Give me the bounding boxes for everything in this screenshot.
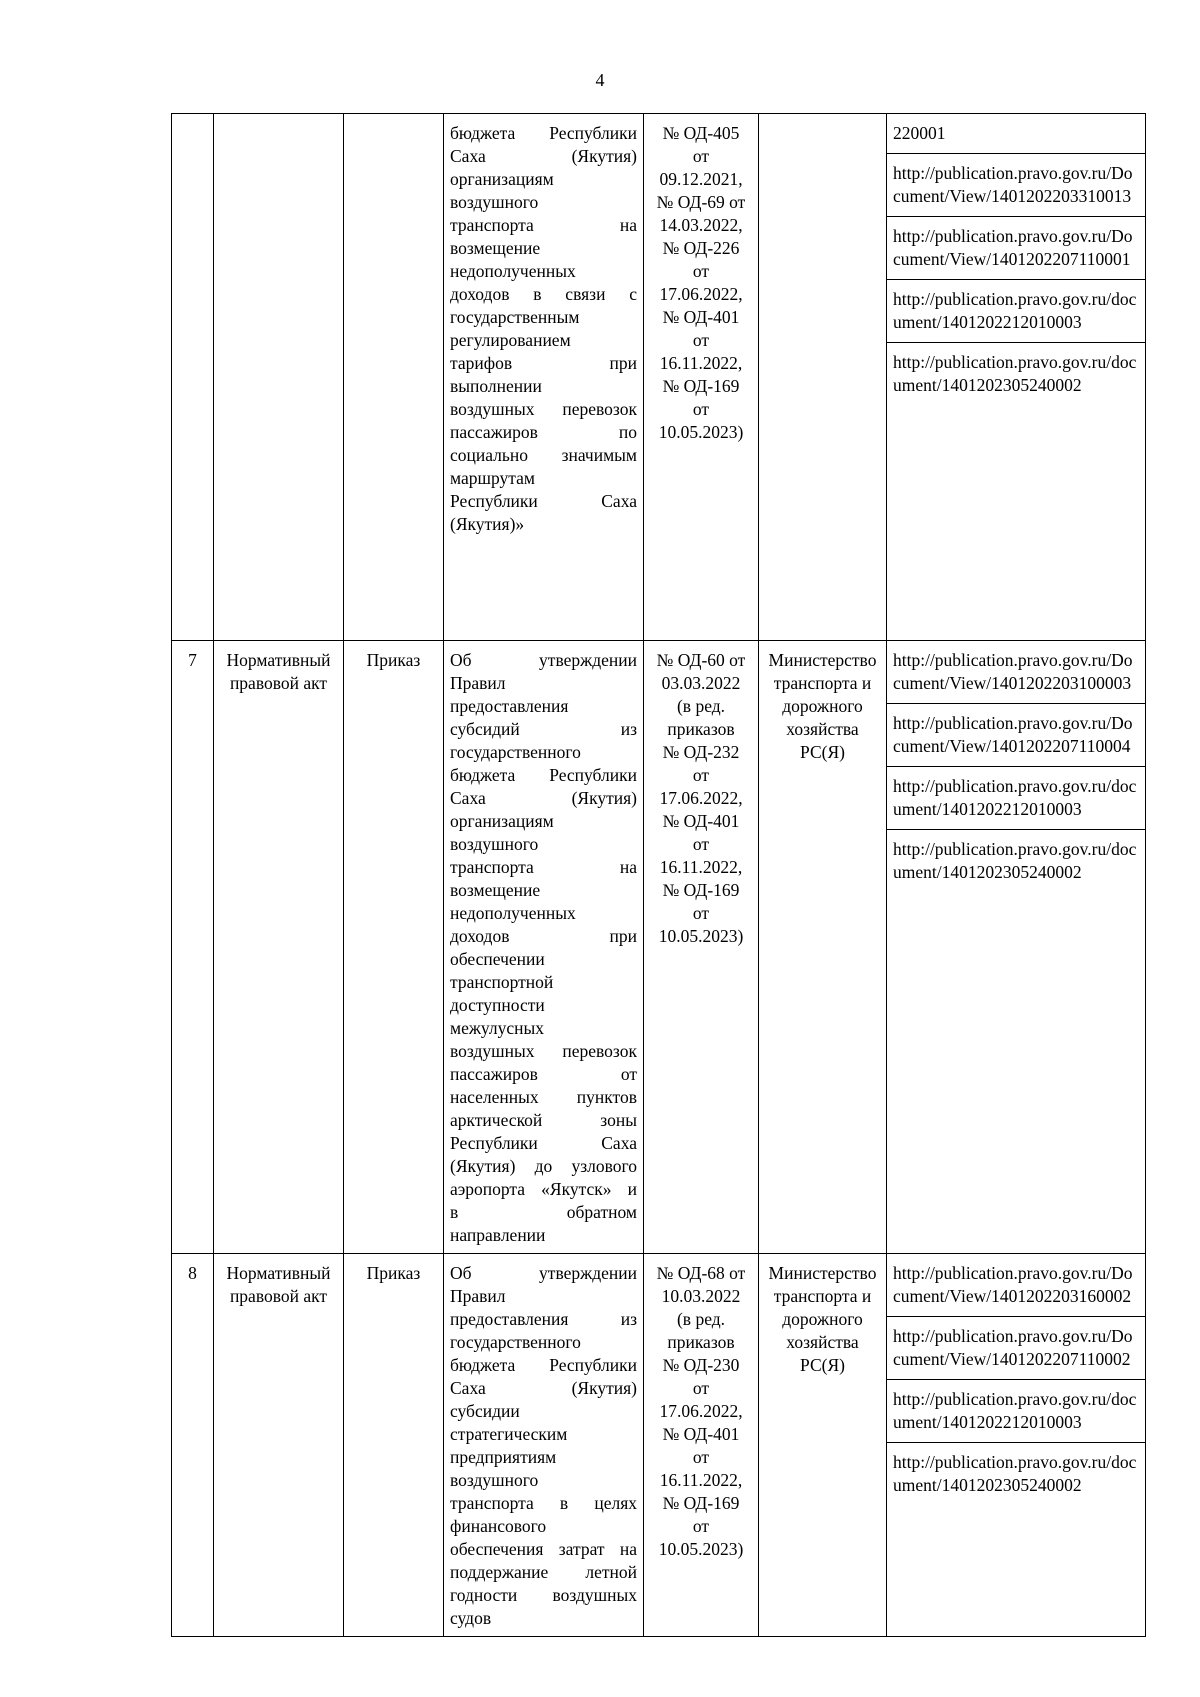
authority-line: РС(Я)	[800, 742, 845, 762]
act-title-line: тарифов при	[450, 353, 637, 373]
act-title-line: стратегическим	[450, 1424, 568, 1444]
act-reference-line: от	[692, 330, 710, 350]
act-title-line: доступности	[450, 995, 545, 1015]
act-reference-cell	[644, 114, 759, 641]
act-title-line: обеспечении	[450, 949, 545, 969]
act-reference-cell	[644, 1254, 759, 1637]
act-kind-cell	[344, 114, 444, 641]
act-title-line: Саха (Якутия)	[450, 146, 637, 166]
publication-link[interactable]: http://publication.pravo.gov.ru/document/1401202305240002	[887, 342, 1145, 405]
page-number: 4	[595, 70, 605, 90]
publication-link[interactable]: http://publication.pravo.gov.ru/document/1401202212010003	[887, 279, 1145, 342]
publication-link[interactable]: http://publication.pravo.gov.ru/Document/View/1401202207110001	[887, 216, 1145, 279]
act-title-line: социально значимым	[450, 445, 637, 465]
act-title-line: Правил	[450, 673, 506, 693]
act-title-line: пассажиров от	[450, 1064, 637, 1084]
act-reference-line: 16.11.2022,	[659, 857, 743, 877]
authority-cell	[759, 641, 887, 1254]
act-kind: Приказ	[366, 1263, 421, 1283]
publication-link[interactable]: http://publication.pravo.gov.ru/document/1401202212010003	[887, 766, 1145, 829]
row-number: 7	[188, 650, 197, 670]
act-reference-line: приказов	[667, 1332, 735, 1352]
publication-link[interactable]: http://publication.pravo.gov.ru/Document/View/1401202203310013	[887, 153, 1145, 216]
act-reference-line: 10.03.2022	[661, 1286, 741, 1306]
act-type: Нормативный правовой акт	[226, 1263, 331, 1306]
act-title-line: государственным	[450, 307, 580, 327]
publication-links-cell	[887, 641, 1146, 1254]
act-title-line: транспорта на	[450, 215, 637, 235]
act-reference-line: № ОД-405	[662, 123, 740, 143]
act-reference-line: 03.03.2022	[661, 673, 741, 693]
authority-line: транспорта и	[773, 1286, 872, 1306]
act-reference-line: (в ред.	[676, 696, 726, 716]
publication-link[interactable]: http://publication.pravo.gov.ru/document/1401202212010003	[887, 1379, 1145, 1442]
act-type-cell	[214, 114, 344, 641]
act-title-cell	[444, 1254, 644, 1637]
act-title-line: транспортной	[450, 972, 554, 992]
act-title-line: доходов при	[450, 926, 637, 946]
authority-cell	[759, 114, 887, 641]
authority-cell	[759, 1254, 887, 1637]
act-reference-line: 10.05.2023)	[658, 422, 744, 442]
act-title-line: обеспечения затрат на	[450, 1539, 637, 1559]
publication-links-cell	[887, 114, 1146, 641]
row-number-cell	[172, 114, 214, 641]
act-title-line: субсидии	[450, 1401, 520, 1421]
act-title-line: Об утверждении	[450, 1263, 637, 1283]
act-reference-line: приказов	[667, 719, 735, 739]
authority-line: хозяйства	[786, 1332, 859, 1352]
act-title-line: доходов в связи с	[450, 284, 637, 304]
row-number-cell	[172, 641, 214, 1254]
act-reference-cell	[644, 641, 759, 1254]
act-title-line: маршрутам	[450, 468, 535, 488]
act-reference-line: № ОД-60 от	[656, 650, 746, 670]
publication-link[interactable]: http://publication.pravo.gov.ru/Document/View/1401202207110004	[887, 703, 1145, 766]
act-kind-cell	[344, 1254, 444, 1637]
act-title-line: воздушных перевозок	[450, 1041, 637, 1061]
authority-line: Министерство	[768, 650, 877, 670]
act-reference-line: от	[692, 765, 710, 785]
row-number-cell	[172, 1254, 214, 1637]
act-reference-line: 10.05.2023)	[658, 1539, 744, 1559]
act-title-line: бюджета Республики	[450, 1355, 637, 1375]
act-reference-line: № ОД-230	[662, 1355, 740, 1375]
act-title-line: транспорта в целях	[450, 1493, 637, 1513]
publication-link[interactable]: http://publication.pravo.gov.ru/Document/View/1401202207110002	[887, 1316, 1145, 1379]
act-title-line: Республики Саха	[450, 1133, 637, 1153]
act-title-line: арктической зоны	[450, 1110, 637, 1130]
act-reference-line: от	[692, 399, 710, 419]
act-reference-line: 10.05.2023)	[658, 926, 744, 946]
acts-table	[171, 113, 1146, 1637]
act-reference-line: № ОД-401	[662, 1424, 740, 1444]
act-reference-line: 14.03.2022,	[659, 215, 743, 235]
publication-link[interactable]: 220001	[893, 123, 946, 143]
act-title-line: воздушного	[450, 1470, 539, 1490]
act-title-line: Об утверждении	[450, 650, 637, 670]
act-reference-line: от	[692, 261, 710, 281]
act-title-line: выполнении	[450, 376, 542, 396]
act-reference-line: № ОД-169	[662, 880, 740, 900]
publication-link[interactable]: http://publication.pravo.gov.ru/Document/View/1401202203100003	[893, 650, 1133, 693]
act-reference-line: № ОД-69 от	[656, 192, 746, 212]
table-row	[172, 641, 1146, 1254]
act-reference-line: от	[692, 1378, 710, 1398]
act-title-line: предприятиям	[450, 1447, 557, 1467]
act-title-line: бюджета Республики	[450, 765, 637, 785]
act-title-line: государственного	[450, 742, 581, 762]
act-title-line: финансового	[450, 1516, 547, 1536]
act-reference-line: 16.11.2022,	[659, 1470, 743, 1490]
act-reference-line: № ОД-401	[662, 811, 740, 831]
act-title-line: Правил	[450, 1286, 506, 1306]
act-title-line: предоставления из	[450, 1309, 637, 1329]
publication-link[interactable]: http://publication.pravo.gov.ru/document/1401202305240002	[887, 829, 1145, 892]
act-title-line: Саха (Якутия)	[450, 1378, 637, 1398]
act-reference-line: № ОД-232	[662, 742, 740, 762]
act-title-line: Республики Саха	[450, 491, 637, 511]
row-number: 8	[188, 1263, 197, 1283]
authority-line: дорожного	[782, 1309, 863, 1329]
act-title-line: пассажиров по	[450, 422, 637, 442]
authority-line: РС(Я)	[800, 1355, 845, 1375]
act-reference-line: 16.11.2022,	[659, 353, 743, 373]
publication-link[interactable]: http://publication.pravo.gov.ru/document/1401202305240002	[887, 1442, 1145, 1505]
act-title-line: организациям	[450, 811, 554, 831]
table-row	[172, 1254, 1146, 1637]
act-reference-line: 17.06.2022,	[659, 788, 743, 808]
publication-links-cell	[887, 1254, 1146, 1637]
act-title-line: годности воздушных	[450, 1585, 637, 1605]
act-title-line: недополученных	[450, 903, 576, 923]
act-title-line: регулированием	[450, 330, 571, 350]
act-title-line: (Якутия)»	[450, 514, 525, 534]
act-title-line: воздушных перевозок	[450, 399, 637, 419]
act-title-line: воздушного	[450, 834, 539, 854]
act-title-line: государственного	[450, 1332, 581, 1352]
act-title-line: воздушного	[450, 192, 539, 212]
act-title-line: направлении	[450, 1225, 546, 1245]
act-title-line: организациям	[450, 169, 554, 189]
table-body	[172, 114, 1146, 1637]
act-reference-line: (в ред.	[676, 1309, 726, 1329]
act-title-cell	[444, 641, 644, 1254]
authority-line: дорожного	[782, 696, 863, 716]
act-reference-line: № ОД-226	[662, 238, 740, 258]
authority-line: Министерство	[768, 1263, 877, 1283]
act-reference-line: от	[692, 146, 710, 166]
act-title-line: субсидий из	[450, 719, 637, 739]
act-reference-line: от	[692, 834, 710, 854]
act-title-cell	[444, 114, 644, 641]
publication-link[interactable]: http://publication.pravo.gov.ru/Document/View/1401202203160002	[893, 1263, 1133, 1306]
act-title-line: межулусных	[450, 1018, 545, 1038]
act-reference-line: № ОД-169	[662, 376, 740, 396]
act-type-cell	[214, 1254, 344, 1637]
act-reference-line: 17.06.2022,	[659, 1401, 743, 1421]
act-title-line: (Якутия) до узлового	[450, 1156, 637, 1176]
table-row	[172, 114, 1146, 641]
act-reference-line: 09.12.2021,	[659, 169, 743, 189]
act-title-line: недополученных	[450, 261, 576, 281]
act-type-cell	[214, 641, 344, 1254]
act-reference-line: 17.06.2022,	[659, 284, 743, 304]
act-title-line: транспорта на	[450, 857, 637, 877]
act-title-line: аэропорта «Якутск» и	[450, 1179, 637, 1199]
act-reference-line: от	[692, 1447, 710, 1467]
act-title-line: Саха (Якутия)	[450, 788, 637, 808]
act-title-line: судов	[450, 1608, 492, 1628]
act-reference-line: от	[692, 1516, 710, 1536]
authority-line: хозяйства	[786, 719, 859, 739]
act-reference-line: № ОД-68 от	[656, 1263, 746, 1283]
act-title-line: населенных пунктов	[450, 1087, 637, 1107]
act-title-line: возмещение	[450, 880, 541, 900]
act-reference-line: от	[692, 903, 710, 923]
act-type: Нормативный правовой акт	[226, 650, 331, 693]
act-title-line: в обратном	[450, 1202, 637, 1222]
act-title-line: поддержание летной	[450, 1562, 637, 1582]
act-title-line: бюджета Республики	[450, 123, 637, 143]
act-title-line: возмещение	[450, 238, 541, 258]
act-reference-line: № ОД-401	[662, 307, 740, 327]
act-title-line: предоставления	[450, 696, 569, 716]
act-kind: Приказ	[366, 650, 421, 670]
act-kind-cell	[344, 641, 444, 1254]
act-reference-line: № ОД-169	[662, 1493, 740, 1513]
authority-line: транспорта и	[773, 673, 872, 693]
